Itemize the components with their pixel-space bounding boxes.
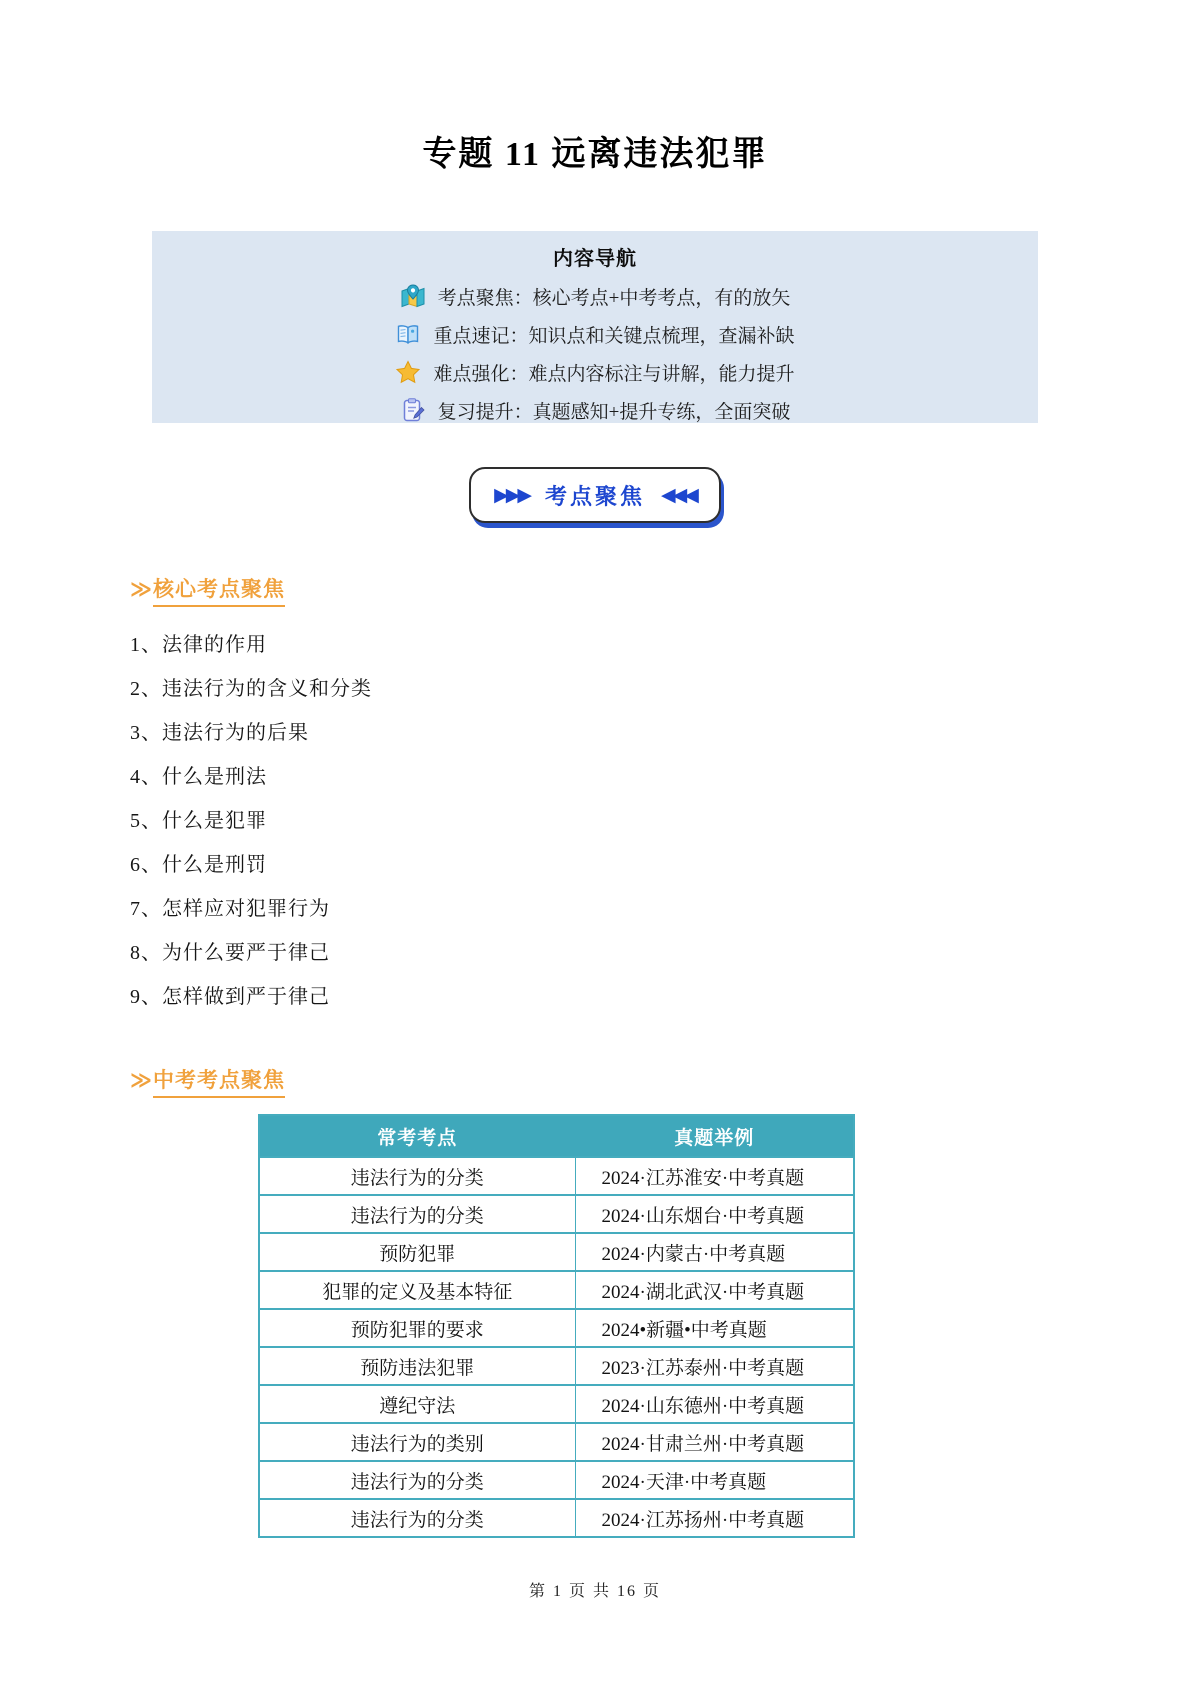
table-cell: 2024·湖北武汉·中考真题	[575, 1271, 854, 1309]
list-item: 8、为什么要严于律己	[130, 941, 330, 964]
exam-points-table	[258, 1114, 855, 1538]
table-row	[259, 1385, 854, 1423]
nav-item-label: 重点速记：知识点和关键点梳理，查漏补缺	[433, 325, 795, 347]
table-cell: 预防违法犯罪	[259, 1347, 575, 1385]
table-cell: 2024•新疆•中考真题	[575, 1309, 854, 1347]
table-cell: 违法行为的分类	[259, 1195, 575, 1233]
nav-item-label: 复习提升：真题感知+提升专练，全面突破	[437, 401, 791, 423]
nav-item	[400, 277, 791, 315]
table-row	[259, 1195, 854, 1233]
table-header-cell: 常考考点	[259, 1115, 575, 1157]
table-cell: 预防犯罪的要求	[259, 1309, 575, 1347]
table-row	[259, 1309, 854, 1347]
list-item: 1、法律的作用	[130, 633, 267, 656]
table-cell: 2024·甘肃兰州·中考真题	[575, 1423, 854, 1461]
nav-item	[395, 315, 794, 353]
table-cell: 2023·江苏泰州·中考真题	[575, 1347, 854, 1385]
table-row	[259, 1423, 854, 1461]
list-item: 9、怎样做到严于律己	[130, 985, 330, 1008]
list-item: 7、怎样应对犯罪行为	[130, 897, 330, 920]
table-row	[259, 1271, 854, 1309]
open-book-icon	[395, 321, 421, 347]
clipboard-pencil-icon	[400, 397, 426, 423]
exam-focus-heading	[130, 1064, 1190, 1098]
heading-text: 中考考点聚焦	[153, 1064, 285, 1098]
nav-item-label: 考点聚焦：核心考点+中考考点，有的放矢	[437, 287, 791, 309]
banner-title: 考点聚焦	[544, 483, 645, 509]
nav-item-label: 难点强化：难点内容标注与讲解，能力提升	[433, 363, 795, 385]
table-row	[259, 1461, 854, 1499]
double-chevron-icon: ≫	[130, 578, 152, 601]
triple-left-arrows-icon: ◀◀◀	[661, 484, 696, 506]
table-cell: 违法行为的分类	[259, 1461, 575, 1499]
heading-text: 核心考点聚焦	[153, 573, 285, 607]
table-row	[259, 1157, 854, 1195]
nav-item	[400, 391, 791, 429]
page-footer: 第 1 页 共 16 页	[528, 1583, 661, 1600]
list-item: 2、违法行为的含义和分类	[130, 677, 372, 700]
table-cell: 犯罪的定义及基本特征	[259, 1271, 575, 1309]
triple-right-arrows-icon: ▶▶▶	[494, 484, 529, 506]
list-item: 3、违法行为的后果	[130, 721, 309, 744]
nav-item	[395, 353, 794, 391]
table-cell: 2024·江苏扬州·中考真题	[575, 1499, 854, 1537]
nav-item-list	[152, 277, 1038, 429]
table-row	[259, 1347, 854, 1385]
list-item: 6、什么是刑罚	[130, 853, 267, 876]
table-header-row	[259, 1115, 854, 1157]
list-item: 5、什么是犯罪	[130, 809, 267, 832]
section-banner	[469, 467, 721, 523]
table-cell: 2024·内蒙古·中考真题	[575, 1233, 854, 1271]
page-title: 专题 11 远离违法犯罪	[422, 136, 768, 173]
table-row	[259, 1499, 854, 1537]
core-points-list	[130, 620, 1190, 1016]
table-cell: 违法行为的分类	[259, 1157, 575, 1195]
table-cell: 2024·山东烟台·中考真题	[575, 1195, 854, 1233]
star-icon	[395, 359, 421, 385]
map-pin-icon	[400, 283, 426, 309]
core-focus-heading	[130, 573, 1190, 607]
table-cell: 预防犯罪	[259, 1233, 575, 1271]
table-header-cell: 真题举例	[575, 1115, 854, 1157]
table-cell: 违法行为的分类	[259, 1499, 575, 1537]
table-cell: 2024·天津·中考真题	[575, 1461, 854, 1499]
table-row	[259, 1233, 854, 1271]
banner-row	[0, 467, 1190, 523]
table-cell: 2024·山东德州·中考真题	[575, 1385, 854, 1423]
table-cell: 2024·江苏淮安·中考真题	[575, 1157, 854, 1195]
content-navigation-box	[152, 231, 1038, 423]
nav-box-title: 内容导航	[553, 248, 637, 270]
table-cell: 违法行为的类别	[259, 1423, 575, 1461]
list-item: 4、什么是刑法	[130, 765, 267, 788]
table-cell: 遵纪守法	[259, 1385, 575, 1423]
double-chevron-icon: ≫	[130, 1069, 152, 1092]
